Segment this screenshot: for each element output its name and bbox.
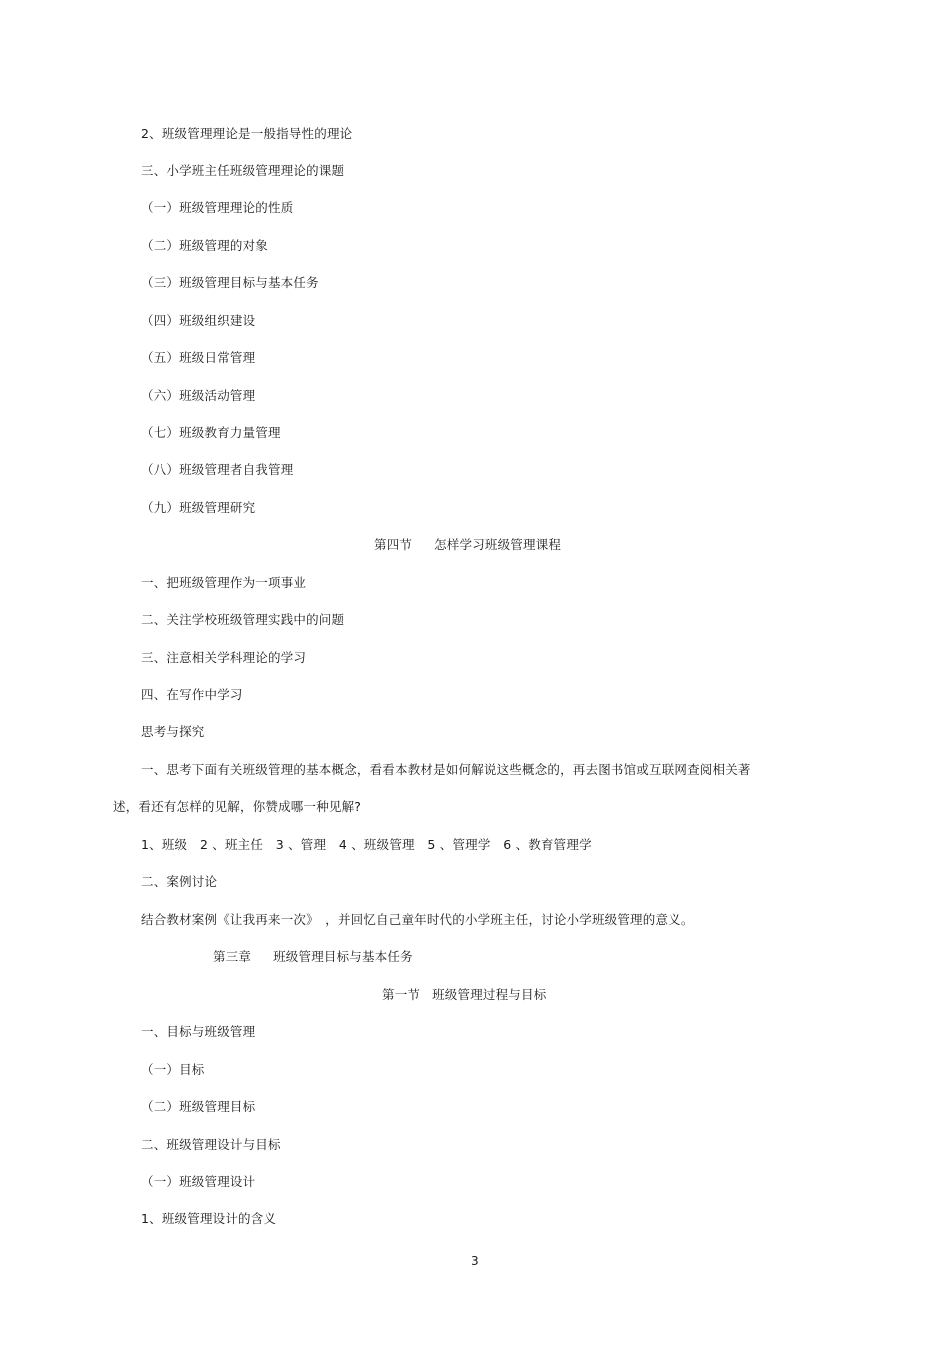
- section-title: 班级管理过程与目标: [432, 987, 547, 1002]
- question-line-continued: 述，看还有怎样的见解，你赞成哪一种见解?: [113, 799, 362, 814]
- question-line: 一、思考下面有关班级管理的基本概念，看看本教材是如何解说这些概念的，再去图书馆或互联网查阅相关著: [141, 762, 751, 777]
- text-line: （五）班级日常管理: [141, 350, 256, 365]
- text-line: （二）班级管理的对象: [141, 238, 269, 253]
- section-heading: [382, 986, 546, 1004]
- text-line: 结合教材案例《让我再来一次》 ，并回忆自己童年时代的小学班主任，讨论小学班级管理的意义。: [141, 912, 694, 927]
- text-line: 1、班级管理设计的含义: [141, 1211, 277, 1226]
- text-line: （九）班级管理研究: [141, 500, 256, 515]
- text-line: 一、把班级管理作为一项事业: [141, 575, 307, 590]
- text-line: （一）班级管理设计: [141, 1174, 256, 1189]
- chapter-heading: [213, 948, 413, 966]
- text-line: 三、小学班主任班级管理理论的课题: [141, 163, 345, 178]
- page-number: 3: [471, 1254, 479, 1268]
- text-line: 一、目标与班级管理: [141, 1024, 256, 1039]
- text-line: （四）班级组织建设: [141, 313, 256, 328]
- text-line: 二、案例讨论: [141, 874, 218, 889]
- text-line: 思考与探究: [141, 724, 205, 739]
- text-line: （二）班级管理目标: [141, 1099, 256, 1114]
- section-number: 第四节: [374, 537, 413, 552]
- concept-list: 1、班级 2 、班主任 3 、管理 4 、班级管理 5 、管理学 6 、教育管理学: [141, 837, 592, 852]
- section-title: 怎样学习班级管理课程: [434, 537, 562, 552]
- text-line: 二、班级管理设计与目标: [141, 1137, 281, 1152]
- text-line: 四、在写作中学习: [141, 687, 243, 702]
- text-line: （七）班级教育力量管理: [141, 425, 281, 440]
- text-line: （六）班级活动管理: [141, 388, 256, 403]
- section-number: 第一节: [382, 987, 421, 1002]
- chapter-number: 第三章: [213, 949, 252, 964]
- section-heading: [374, 536, 561, 554]
- text-line: （三）班级管理目标与基本任务: [141, 275, 319, 290]
- text-line: （八）班级管理者自我管理: [141, 462, 294, 477]
- text-line: 二、关注学校班级管理实践中的问题: [141, 612, 345, 627]
- chapter-title: 班级管理目标与基本任务: [273, 949, 413, 964]
- text-line: （一）目标: [141, 1062, 205, 1077]
- text-line: 三、注意相关学科理论的学习: [141, 650, 307, 665]
- text-line: 2、班级管理理论是一般指导性的理论: [141, 126, 353, 141]
- text-line: （一）班级管理理论的性质: [141, 200, 294, 215]
